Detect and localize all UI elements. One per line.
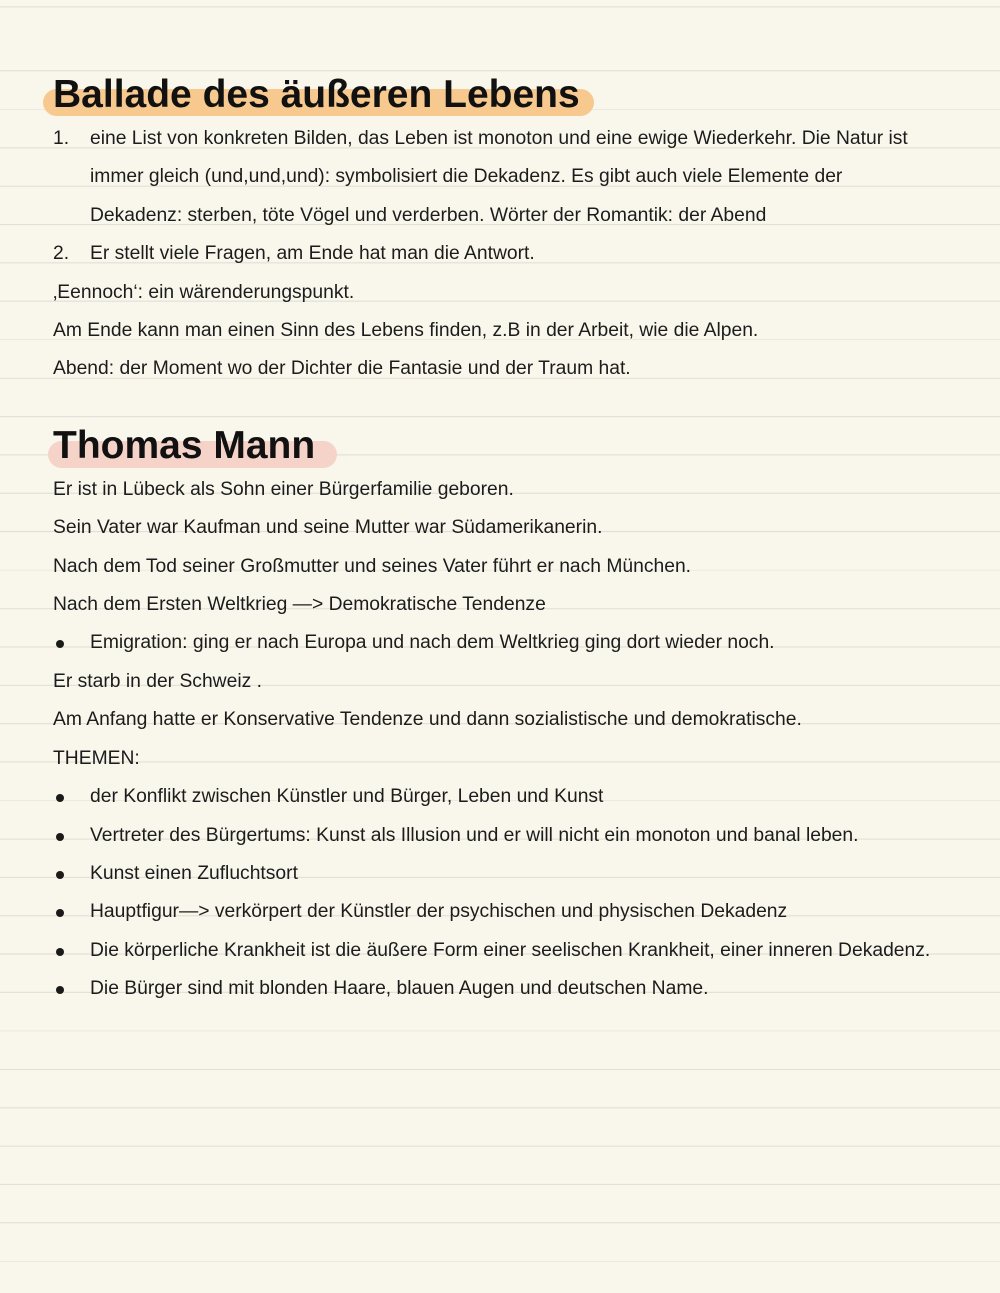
bullet-item — [53, 778, 933, 816]
item-text: Hauptfigur—> verkörpert der Künstler der psychischen und physischen Dekadenz — [90, 901, 788, 923]
section-title-ballade — [53, 70, 580, 120]
item-number: 2. — [53, 243, 70, 265]
item-text: Kunst einen Zufluchtsort — [90, 862, 298, 884]
text-line: Nach dem Ersten Weltkrieg —> Demokratische Tendenze — [53, 594, 546, 616]
bullet-icon — [53, 817, 90, 855]
item-number: 1. — [53, 128, 70, 149]
item-text: Emigration: ging er nach Europa und nach dem Weltkrieg ging dort wieder noch. — [90, 632, 775, 654]
text-line: Er ist in Lübeck als Sohn einer Bürgerfamilie geboren. — [53, 478, 514, 500]
bullet-icon — [53, 778, 90, 816]
section-title-text: Ballade des äußeren Lebens — [53, 73, 580, 116]
item-text: Er stellt viele Fragen, am Ende hat man die Antwort. — [90, 243, 535, 265]
numbered-item — [53, 235, 933, 273]
bullet-item — [53, 855, 933, 893]
text-line: Sein Vater war Kaufman und seine Mutter war Südamerikanerin. — [53, 517, 603, 539]
text-line: Am Anfang hatte er Konservative Tendenze und dann sozialistische und demokratische. — [53, 709, 802, 731]
item-text: Vertreter des Bürgertums: Kunst als Illusion und er will nicht ein monoton und banal leben. — [90, 824, 859, 846]
item-text: eine List von konkreten Bilden, das Leben ist monoton und eine ewige Wiederkehr. Die Natur ist immer gleich (und,und,und): symbolisiert die Dekadenz. Es gibt auch viele Elemente der Dekadenz: sterben, töte Vögel und verderben. Wörter der Romantik: der Abend — [90, 128, 908, 226]
text-line: Nach dem Tod seiner Großmutter und seines Vater führt er nach München. — [53, 555, 692, 577]
bullet-item — [53, 624, 933, 662]
text-line: THEMEN: — [53, 747, 140, 769]
bullet-item — [53, 932, 933, 970]
note-page — [53, 70, 933, 1009]
bullet-icon — [53, 893, 90, 931]
section-spacer — [53, 389, 933, 421]
text-line: ‚Eennoch‘: ein wärenderungspunkt. — [53, 281, 355, 303]
text-line: Abend: der Moment wo der Dichter die Fantasie und der Traum hat. — [53, 358, 631, 380]
bullet-item — [53, 817, 933, 855]
bullet-icon — [53, 855, 90, 893]
bullet-item — [53, 893, 933, 931]
numbered-item — [53, 120, 933, 235]
section-title-text: Thomas Mann — [53, 423, 316, 467]
item-text: der Konflikt zwischen Künstler und Bürger, Leben und Kunst — [90, 786, 604, 808]
bullet-icon — [53, 624, 90, 662]
item-text: Die körperliche Krankheit ist die äußere Form einer seelischen Krankheit, einer inneren Dekadenz. — [90, 939, 931, 961]
bullet-icon — [53, 970, 90, 1008]
text-line: Am Ende kann man einen Sinn des Lebens finden, z.B in der Arbeit, wie die Alpen. — [53, 320, 759, 342]
bullet-icon — [53, 932, 90, 970]
bullet-item — [53, 970, 933, 1008]
item-text: Die Bürger sind mit blonden Haare, blauen Augen und deutschen Name. — [90, 978, 709, 1000]
text-line: Er starb in der Schweiz . — [53, 670, 262, 692]
section-title-thomas-mann — [53, 421, 315, 471]
